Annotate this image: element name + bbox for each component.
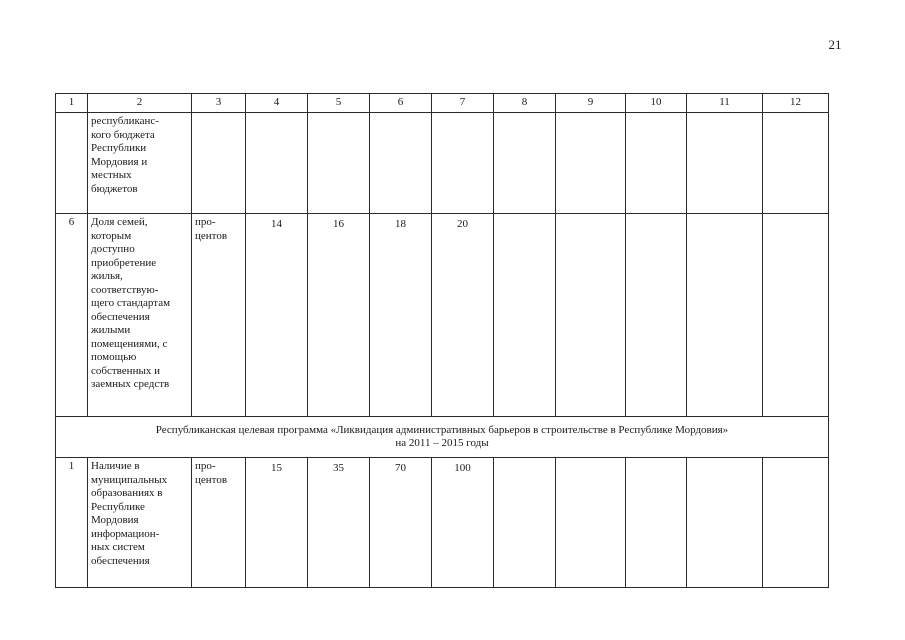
value-cell [556,458,626,588]
value-cell [246,113,308,214]
value-cell: 16 [308,214,370,417]
value-cell: 70 [370,458,432,588]
column-header: 10 [626,94,687,113]
indicators-table [55,93,829,588]
value-cell [763,113,829,214]
value-cell [556,214,626,417]
table-row-continuation [56,113,829,214]
column-header: 1 [56,94,88,113]
value-cell [763,458,829,588]
value-cell [626,214,687,417]
unit-cell [192,113,246,214]
value-cell [308,113,370,214]
page-number: 21 [828,37,842,52]
column-header: 9 [556,94,626,113]
value-cell [626,113,687,214]
column-header: 11 [687,94,763,113]
value-cell [556,113,626,214]
column-header: 4 [246,94,308,113]
value-cell [370,113,432,214]
value-cell [494,113,556,214]
value-cell: 14 [246,214,308,417]
indicator-cell: Доля семей, которым доступно приобретение жилья, соответствую- щего стандартам обеспечения жилыми помещениями, с помощью собственных и заемных средств [88,214,192,417]
value-cell: 15 [246,458,308,588]
column-number-row [56,94,829,113]
column-header: 2 [88,94,192,113]
column-header: 12 [763,94,829,113]
column-header: 6 [370,94,432,113]
value-cell [687,214,763,417]
unit-cell: про- центов [192,214,246,417]
value-cell [494,458,556,588]
indicator-cell: Наличие в муниципальных образованиях в Республике Мордовия информацион- ных систем обеспечения [88,458,192,588]
indicator-cell: республиканс- кого бюджета Республики Мордовия и местных бюджетов [88,113,192,214]
value-cell [763,214,829,417]
value-cell: 18 [370,214,432,417]
value-cell: 35 [308,458,370,588]
section-heading-row [56,417,829,458]
table-row-1 [56,458,829,588]
value-cell [687,113,763,214]
value-cell: 100 [432,458,494,588]
column-header: 8 [494,94,556,113]
value-cell: 20 [432,214,494,417]
value-cell [494,214,556,417]
column-header: 5 [308,94,370,113]
value-cell [626,458,687,588]
value-cell [687,458,763,588]
column-header: 7 [432,94,494,113]
column-header: 3 [192,94,246,113]
value-cell [432,113,494,214]
unit-cell: про- центов [192,458,246,588]
row-number-cell: 1 [56,458,88,588]
row-number-cell: 6 [56,214,88,417]
row-number-cell [56,113,88,214]
table-row-6 [56,214,829,417]
section-title: Республиканская целевая программа «Ликвидация административных барьеров в строительстве в Республике Мордовия» на 2011 – 2015 годы [56,417,829,458]
